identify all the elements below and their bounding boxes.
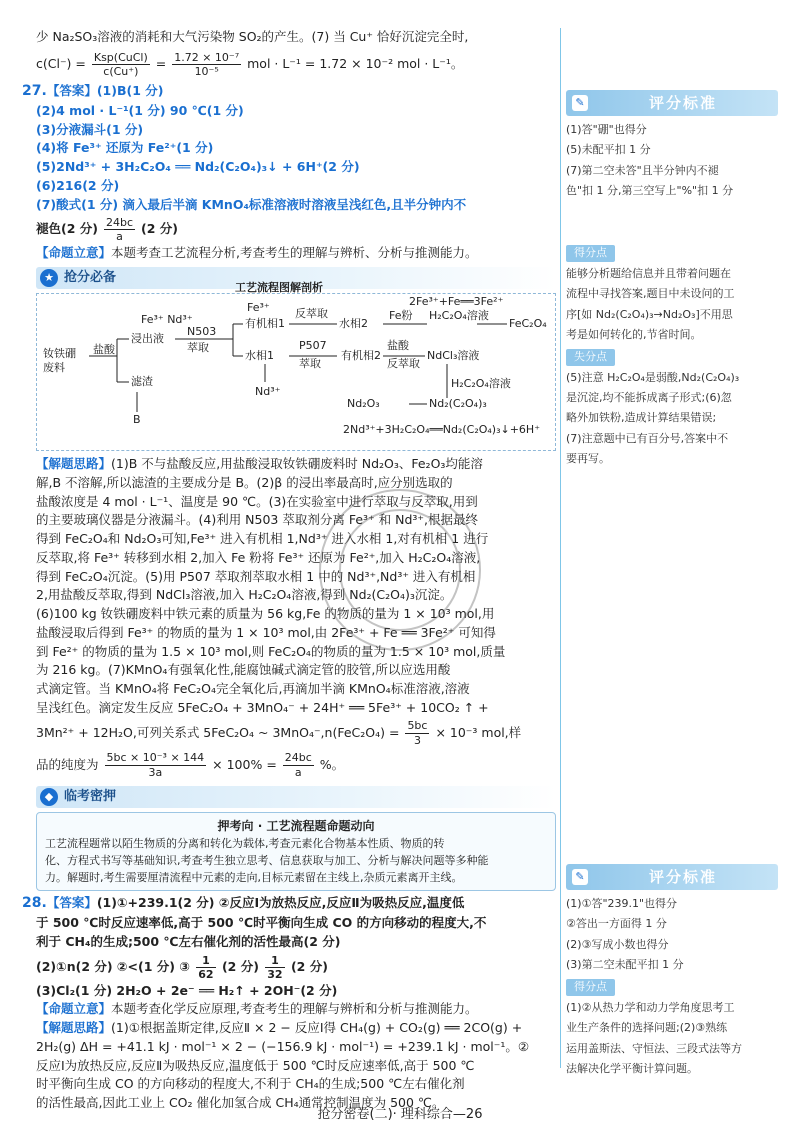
top-line-2: c(Cl⁻) = $\frac{\text{Ksp(CuCl)}}{c(Cu^+)}$ = $\frac{\text{1.72 × 10⁻⁷}}{\text{10⁻⁵}}$ mol · L⁻¹ = 1.72 × 10⁻² mol · L⁻¹。	[36, 50, 464, 78]
lock-icon: ◆	[40, 788, 58, 806]
flow-eq2: 2Nd³⁺+3H₂C₂O₄══Nd₂(C₂O₄)₃↓+6H⁺	[343, 423, 541, 436]
flow-acid: 盐酸	[93, 343, 115, 356]
side-note: 考是如何转化的,节省时间。	[566, 327, 702, 341]
flow-nd2o3: Nd₂O₃	[347, 397, 380, 410]
flow-aq2: 水相2	[339, 317, 368, 330]
q27-solution-line: 解,B 不溶解,所以滤渣的主要成分是 B。(2)β 的浸出率最高时,应分别选取的	[36, 474, 453, 490]
forecast-title: 押考向 · 工艺流程题命题动向	[217, 818, 375, 833]
flow-extract2: 萃取	[299, 357, 321, 370]
flow-ndox: Nd₂(C₂O₄)₃	[429, 397, 487, 410]
q27-solution-line: 的主要玻璃仪器是分液漏斗。(4)利用 N503 萃取剂分离 Fe³⁺ 和 Nd³⁺,根据最终	[36, 512, 478, 528]
flow-diagram	[36, 281, 556, 451]
side-note: (7)第二空未答"且半分钟内不褪	[566, 163, 719, 177]
fraction-5bc: $\frac{5bc}{3}$	[407, 719, 428, 747]
q28-solution-line: 时平衡向生成 CO 的方向移动的程度大,不利于 CH₄的生成;500 ℃左右催化剂	[36, 1076, 465, 1092]
fraction-purity: $\frac{\text{5bc × 10⁻³ × 144}}{3a}$	[106, 751, 205, 779]
side-note: 色"扣 1 分,第三空写上"%"扣 1 分	[566, 184, 734, 198]
q27-solution-line: 得到 FeC₂O₄和 Nd₂O₃可知,Fe³⁺ 进入有机相 1,Nd³⁺ 进入水相 1,对有机相 1 进行	[36, 531, 489, 546]
flow-p507: P507	[299, 339, 327, 352]
side-note: 序[如 Nd₂(C₂O₄)₃→Nd₂O₃]不用思	[566, 307, 733, 321]
q28-answer-3: (3)Cl₂(1 分) 2H₂O + 2e⁻ ══ H₂↑ + 2OH⁻(2 分)	[36, 982, 338, 998]
column-divider	[560, 28, 561, 1068]
page-footer: 抢分密卷(二)· 理科综合—26	[317, 1107, 483, 1122]
flow-ions: Fe³⁺ Nd³⁺	[141, 313, 193, 326]
flow-back2: 反萃取	[387, 357, 420, 370]
fraction-24bc: $\frac{24bc}{a}$	[105, 216, 133, 244]
side-note: 运用盖斯法、守恒法、三段式法等方	[566, 1041, 742, 1055]
side-note: (1)答"硼"也得分	[566, 123, 647, 136]
flow-leach: 浸出液	[131, 332, 164, 345]
side-note: (1)①答"239.1"也得分	[566, 897, 678, 910]
flow-nd3: Nd³⁺	[255, 385, 281, 398]
flow-h2c2o4b: H₂C₂O₄溶液	[451, 377, 511, 390]
side-note: 能够分析题给信息并且带着问题在	[566, 266, 731, 280]
forecast-line: 力。解题时,考生需要厘清流程中元素的走向,目标元素留在主线上,杂质元素离开主线。	[45, 871, 463, 885]
side-panel-q27	[566, 90, 778, 469]
q27-answer-7b: 褪色(2 分) $\frac{24bc}{a}$ (2 分)	[36, 216, 178, 244]
q28-solution-line: 2H₂(g) ΔH = +41.1 kJ · mol⁻¹ × 2 − (−156.9 kJ · mol⁻¹) = +239.1 kJ · mol⁻¹。②	[36, 1038, 530, 1054]
q27-solution-line: 为 216 kg。(7)KMnO₄有强氧化性,能腐蚀碱式滴定管的胶管,所以应选用酸	[36, 662, 451, 678]
flow-residue: 滤渣	[131, 375, 153, 388]
q27-answer-5: (5)2Nd³⁺ + 3H₂C₂O₄ ══ Nd₂(C₂O₄)₃↓ + 6H⁺(2 分)	[36, 159, 360, 174]
side-note: ②答出一方面得 1 分	[566, 917, 667, 931]
q27-solution-line: 呈浅红色。滴定发生反应 5FeC₂O₄ + 3MnO₄⁻ + 24H⁺ ══ 5Fe³⁺ + 10CO₂ ↑ +	[36, 699, 489, 715]
flow-b: B	[133, 413, 141, 426]
flow-fec2o4: FeC₂O₄	[509, 317, 547, 330]
fraction-ksp: $\frac{\text{Ksp(CuCl)}}{c(Cu^+)}$	[93, 50, 148, 78]
star-icon: ★	[40, 269, 58, 287]
flow-hcl2: 盐酸	[387, 339, 409, 352]
flow-back-extract: 反萃取	[295, 307, 328, 320]
main-column	[22, 28, 556, 1113]
flow-org1: 有机相1	[245, 317, 285, 330]
q27-solution-line: 2,用盐酸反萃取,得到 NdCl₃溶液,加入 H₂C₂O₄溶液,得到 Nd₂(C₂O₄)₃沉淀。	[36, 587, 453, 603]
side-note: (3)第二空未配平扣 1 分	[566, 958, 684, 972]
side-note: 略外加铁粉,造成计算结果错误;	[566, 411, 717, 425]
q28-answer-line: 利于 CH₄的生成;500 ℃左右催化剂的活性最高(2 分)	[36, 933, 341, 949]
flow-raw-2: 废料	[43, 361, 65, 374]
q27-solution-line: 反萃取,将 Fe³⁺ 转移到水相 2,加入 Fe 粉将 Fe³⁺ 还原为 Fe²⁺,加入 H₂C₂O₄溶液,	[36, 549, 481, 565]
banner-must-know: ★ 抢分必备	[36, 267, 556, 289]
q28-answer-line-1: 28.【答案】(1)①+239.1(2 分) ②反应Ⅰ为放热反应,反应Ⅱ为吸热反应,温度低	[22, 895, 465, 912]
q28-intent: 【命题立意】本题考查化学反应原理,考查考生的理解与辨析和分析与推测能力。	[36, 1001, 478, 1017]
side-note: (5)未配平扣 1 分	[566, 143, 651, 157]
q28-solution-line: 的活性最高,因此工业上 CO₂ 催化加氢合成 CH₄通常控制温度为 500 ℃。	[36, 1095, 445, 1111]
q27-solution-head: 【解题思路】(1)B 不与盐酸反应,用盐酸浸取钕铁硼废料时 Nd₂O₃、Fe₂O₃均能溶	[36, 456, 483, 471]
flow-eq1: 2Fe³⁺+Fe══3Fe²⁺	[409, 295, 504, 308]
q28-answer-line: 于 500 ℃时反应速率低,高于 500 ℃时平衡向生成 CO 的方向移动的程度大,不	[36, 915, 487, 931]
q27-answer-4: (4)将 Fe³⁺ 还原为 Fe²⁺(1 分)	[36, 140, 214, 156]
forecast-line: 工艺流程题常以陌生物质的分离和转化为载体,考查元素化合物基本性质、物质的转	[45, 837, 445, 851]
flow-n503: N503	[187, 325, 217, 338]
q27-solution-line: 盐酸浓度是 4 mol · L⁻¹、温度是 90 ℃。(3)在实验室中进行萃取与反萃取,用到	[36, 493, 478, 509]
side-note: 是沉淀,均不能拆成离子形式;(6)忽	[566, 391, 732, 405]
side-head: ✎ 评分标准	[566, 90, 778, 116]
q27-solution-line: 盐酸浸取后得到 Fe³⁺ 的物质的量为 1 × 10³ mol,由 2Fe³⁺ + Fe ══ 3Fe²⁺ 可知得	[36, 624, 496, 640]
q27-intent: 【命题立意】本题考查工艺流程分析,考查考生的理解与辨析、分析与推测能力。	[36, 245, 478, 261]
flow-extract: 萃取	[187, 341, 209, 354]
side-note: (5)注意 H₂C₂O₄是弱酸,Nd₂(C₂O₄)₃	[566, 370, 740, 384]
q28-solution-line: 反应Ⅰ为放热反应,反应Ⅱ为吸热反应,温度低于 500 ℃时反应速率低,高于 500 ℃	[36, 1057, 475, 1073]
pen-icon: ✎	[572, 95, 588, 111]
side-note: 流程中寻找答案,题目中未设问的工	[566, 287, 735, 301]
lose-point-pill: 失分点	[566, 349, 615, 366]
side-head: ✎ 评分标准	[566, 864, 778, 890]
q27-answer-6: (6)216(2 分)	[36, 177, 120, 193]
fraction-1-32: $\frac{1}{32}$	[267, 953, 283, 981]
gain-point-pill: 得分点	[566, 979, 615, 996]
q27-purity: 品的纯度为 $\frac{\text{5bc × 10⁻³ × 144}}{3a}$ × 100% = $\frac{24bc}{a}$ %。	[36, 751, 345, 779]
forecast-line: 化、方程式书写等基础知识,考查考生独立思考、信息获取与加工、分析与解决问题等多种能	[45, 854, 489, 868]
side-note: 法解决化学平衡计算问题。	[566, 1061, 698, 1075]
q27-solution-line: 得到 FeC₂O₄沉淀。(5)用 P507 萃取剂萃取水相 1 中的 Nd³⁺,Nd³⁺ 进入有机相	[36, 568, 476, 584]
side-note: (2)③写成小数也得分	[566, 937, 669, 951]
q27-solution-line: (6)100 kg 钕铁硼废料中铁元素的质量为 56 kg,Fe 的物质的量为 1 × 10³ mol,用	[36, 606, 495, 621]
q27-solution-line: 式滴定管。当 KMnO₄将 FeC₂O₄完全氧化后,再滴加半滴 KMnO₄标准溶液,溶液	[36, 681, 470, 696]
flow-h2c2o4: H₂C₂O₄溶液	[429, 309, 489, 322]
flow-aq1: 水相1	[245, 349, 274, 362]
q27-answer-3: (3)分液漏斗(1 分)	[36, 121, 144, 137]
forecast-box	[36, 812, 556, 892]
top-line-1: 少 Na₂SO₃溶液的消耗和大气污染物 SO₂的产生。(7) 当 Cu⁺ 恰好沉淀完全时,	[36, 29, 469, 44]
banner-exam-forecast: ◆ 临考密押	[36, 786, 556, 808]
fraction-1-62: $\frac{1}{62}$	[198, 953, 214, 981]
flow-raw: 钕铁硼	[43, 347, 76, 360]
fraction-purity-result: $\frac{24bc}{a}$	[284, 751, 312, 779]
side-note: (1)②从热力学和动力学角度思考工	[566, 1000, 735, 1014]
side-note: 业生产条件的选择问题;(2)③熟练	[566, 1021, 728, 1035]
fraction-value: $\frac{\text{1.72 × 10⁻⁷}}{\text{10⁻⁵}}$	[174, 50, 240, 78]
q27-answer-line-1: 27.【答案】(1)B(1 分)	[22, 82, 164, 99]
gain-point-pill: 得分点	[566, 245, 615, 262]
q27-answer-2: (2)4 mol · L⁻¹(1 分) 90 ℃(1 分)	[36, 102, 244, 118]
side-panel-q28	[566, 864, 778, 1079]
q28-solution-head: 【解题思路】(1)①根据盖斯定律,反应Ⅱ × 2 − 反应Ⅰ得 CH₄(g) + CO₂(g) ══ 2CO(g) +	[36, 1020, 523, 1036]
flow-fe-powder: Fe粉	[389, 309, 413, 322]
pen-icon: ✎	[572, 869, 588, 885]
flow-ndcl3: NdCl₃溶液	[427, 349, 480, 362]
flow-fe3: Fe³⁺	[247, 301, 270, 314]
side-note: (7)注意题中已有百分号,答案中不	[566, 431, 729, 445]
q27-solution-eq: 3Mn²⁺ + 12H₂O,可列关系式 5FeC₂O₄ ~ 3MnO₄⁻,n(FeC₂O₄) = $\frac{5bc}{3}$ × 10⁻³ mol,样	[36, 719, 522, 747]
q27-answer-7a: (7)酸式(1 分) 滴入最后半滴 KMnO₄标准溶液时溶液呈浅红色,且半分钟内不	[36, 196, 467, 212]
q28-answer-2: (2)①n(2 分) ②<(1 分) ③ $\frac{1}{62}$ (2 分) $\frac{1}{32}$ (2 分)	[36, 953, 328, 981]
q27-solution-line: 到 Fe²⁺ 的物质的量为 1.5 × 10³ mol,则 FeC₂O₄的物质的量为 1.5 × 10³ mol,质量	[36, 643, 506, 659]
side-note: 要再写。	[566, 452, 610, 466]
flow-org2: 有机相2	[341, 349, 381, 362]
flow-title: 工艺流程图解剖析	[235, 281, 323, 294]
